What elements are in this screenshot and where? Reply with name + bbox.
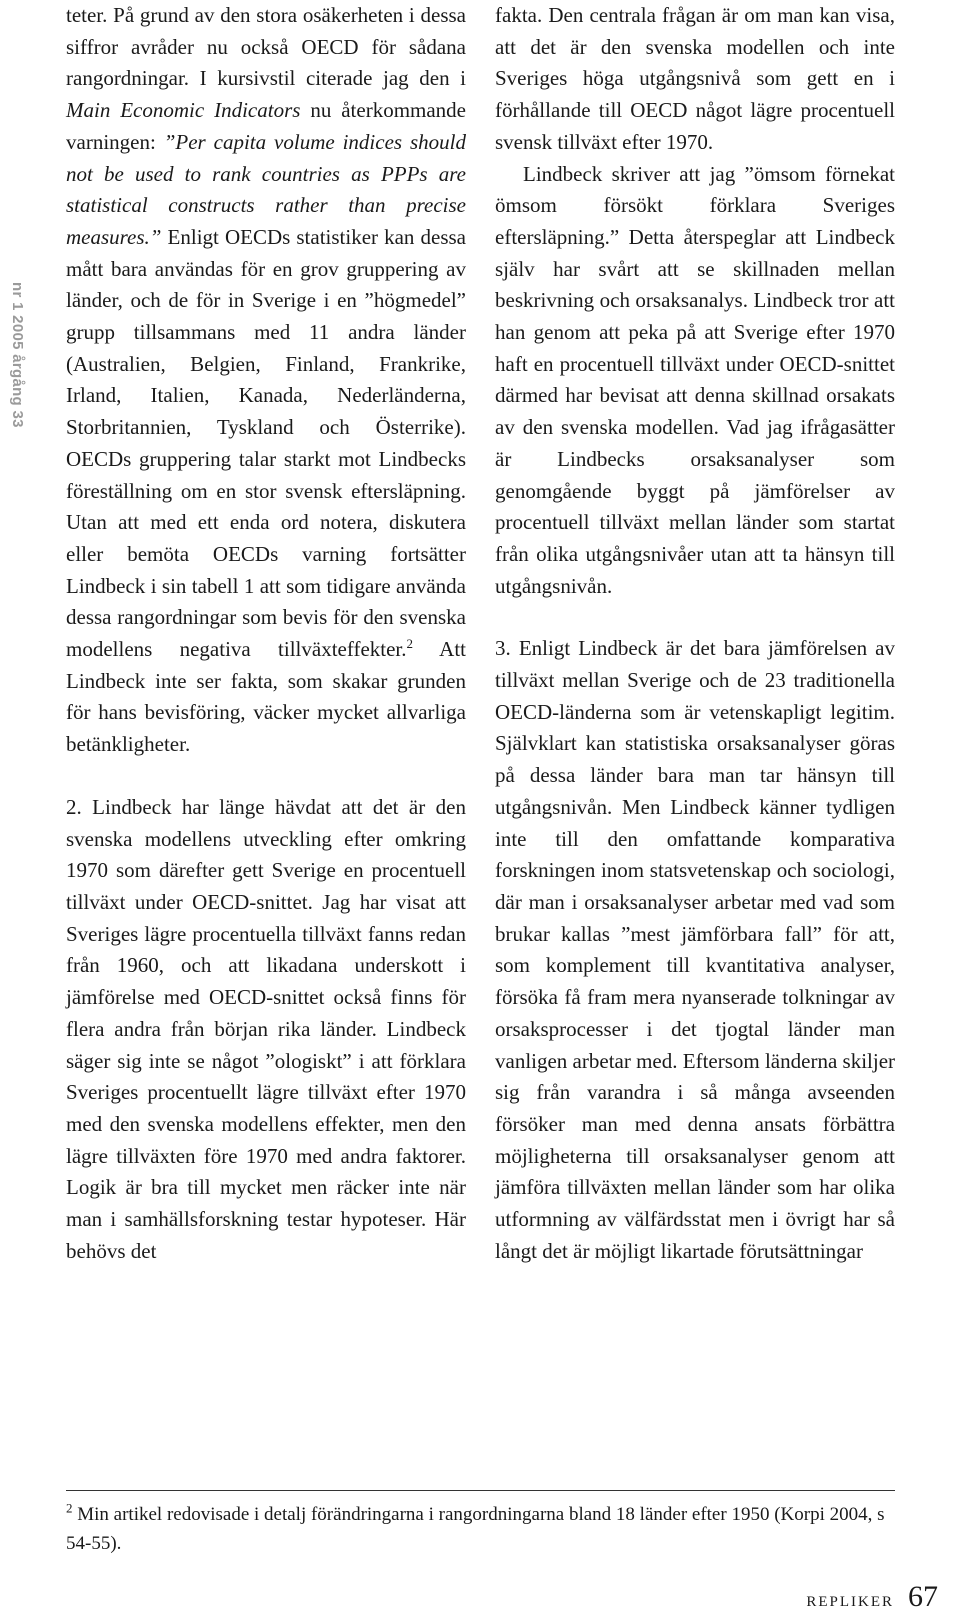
right-column — [495, 0, 895, 1267]
page-number: 67 — [908, 1580, 938, 1613]
issue-label-text: nr 1 2005 årgång 33 — [9, 282, 26, 428]
right-paragraph-3: 3. Enligt Lindbeck är det bara jämförelsen av tillväxt mellan Sverige och de 23 traditionella OECD-länderna som är vetenskapligt legitim. Självklart kan statistiska orsaksanalyser göras på dessa länder bara man tar hänsyn till utgångsnivån. Men Lindbeck känner tydligen inte till den omfattande komparativa forskningen inom statsvetenskap och sociologi, där man i orsaksanalyser arbetar med vad som brukar kallas ”mest jämförbara fall” för att, som komplement till kvantitativa analyser, försöka få fram mera nyanserade tolkningar av orsaksprocesser i det tjogtal länder man vanligen arbetar med. Eftersom länderna skiljer sig från varandra i så många avseenden försöker man med denna ansats förbättra möjligheterna till orsaksanalyser genom att jämföra tillväxten mellan länder som har olika utformning av välfärdsstat men i övrigt har så långt det är möjligt likartade förutsättningar — [495, 636, 896, 1263]
italic-quote: ”Per capita volume indices should not be used to rank countries as PPPs are statistical constructs rather than precise measures.” — [66, 129, 466, 249]
text-run: nu återkommande varningen: — [66, 98, 466, 154]
page-footer — [806, 1580, 938, 1614]
left-column — [66, 0, 466, 1267]
left-paragraph-2: 2. Lindbeck har länge hävdat att det är den svenska modellens utveckling efter omkring 1970 som därefter gett Sverige en procentuell tillväxt under OECD-snittet. Jag har visat att Sveriges lägre procentuella tillväxt fanns redan från 1960, och att likadana underskott i jämförelse med OECD-snittet också finns för flera andra från början rika länder. Lindbeck säger sig inte se något ”ologiskt” i att förklara Sveriges procentuellt lägre tillväxt efter 1970 med den svenska modellens effekter, men den lägre tillväxten före 1970 med andra faktorer. Logik är bra till mycket men räcker inte när man i samhällsforskning testar hypoteser. Här behövs det — [66, 794, 466, 1263]
publication-name: REPLIKER — [806, 1594, 894, 1610]
text-run: Att Lindbeck inte ser fakta, som skakar grunden för hans bevisföring, väcker mycket allvarliga betänkligheter. — [66, 637, 466, 757]
text-run: teter. På grund av den stora osäkerheten i dessa siffror avråder nu också OECD för sådana rangordningar. I kursivstil citerade jag den i — [66, 3, 466, 91]
left-paragraph-1 — [66, 0, 466, 761]
italic-title: Main Economic Indicators — [66, 98, 301, 123]
footnote-text: Min artikel redovisade i detalj förändringarna i rangordningarna bland 18 länder efter 1950 (Korpi 2004, s 54-55). — [66, 1504, 885, 1554]
footnote-divider — [66, 1490, 895, 1491]
footnote — [66, 1500, 895, 1558]
right-paragraph-1: fakta. Den centrala frågan är om man kan visa, att det är den svenska modellen och inte Sveriges höga utgångsnivå som gett en i förhållande till OECD något lägre procentuell svensk tillväxt efter 1970. — [495, 3, 895, 154]
right-paragraph-2: Lindbeck skriver att jag ”ömsom förnekat ömsom försökt förklara Sveriges eftersläpning.” Detta återspeglar att Lindbeck själv har svårt att se skillnaden mellan beskrivning och orsaksanalys. Lindbeck tror att han genom att peka på att Sverige efter 1970 haft en procentuell tillväxt under OECD-snittet därmed har bevisat att denna skillnad orsakats av den svenska modellen. Vad jag ifrågasätter är Lindbecks orsaksanalyser som genomgående byggt på jämförelser av procentuell tillväxt mellan länder som startat från olika utgångsnivåer utan att ta hänsyn till utgångsnivån. — [495, 161, 895, 598]
text-run: Enligt OECDs statistiker kan dessa mått bara användas för en grov gruppering av länder, och de för in Sverige i en ”högmedel” grupp tillsammans med 11 andra länder (Australien, Belgien, Finland, Frankrike, Irland, Italien, Kanada, Nederländerna, Storbritannien, Tyskland och Österrike). OECDs gruppering talar starkt mot Lindbecks föreställning om en stor svensk eftersläpning. Utan att med ett enda ord notera, diskutera eller bemöta OECDs varning fortsätter Lindbeck i sin tabell 1 att som tidigare använda dessa rangordningar som bevis för den svenska modellens negativa tillväxteffekter. — [66, 224, 466, 662]
footnote-reference: 2 — [406, 636, 414, 652]
footnote-marker: 2 — [66, 1500, 73, 1516]
issue-side-label — [4, 282, 28, 482]
